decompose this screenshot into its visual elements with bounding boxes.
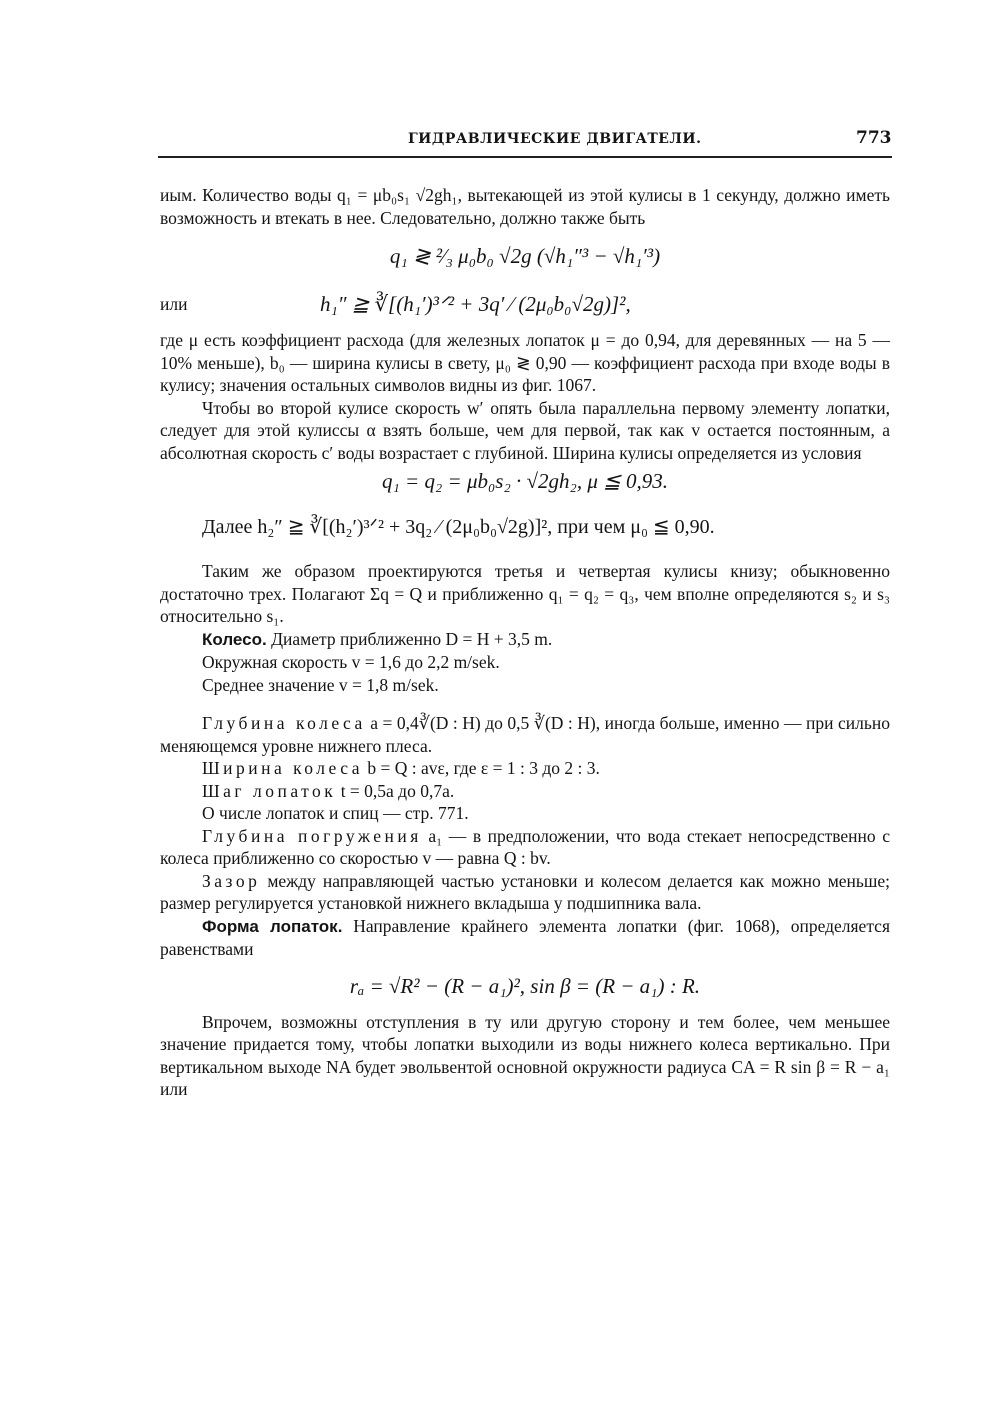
immersion-term: Глубина погружения bbox=[202, 825, 422, 846]
width-paragraph bbox=[160, 757, 890, 780]
page-number: 773 bbox=[856, 128, 892, 148]
immersion-paragraph bbox=[160, 825, 890, 870]
formula-q2: q₁ = q₂ = μb₀s₂ · √2gh₂, μ ≦ 0,93. bbox=[382, 469, 668, 493]
page-body bbox=[160, 184, 890, 1101]
paragraph-third-slot: Таким же образом проектируются третья и четвертая кулисы книзу; обыкновенно достаточно трех. Полагают Σq = Q и приближенно q₁ = q₂ = q₃, чем вполне определяются s₂ и s₃ относительно s₁. bbox=[160, 561, 890, 626]
spacer bbox=[160, 696, 890, 712]
paragraph-coefficients: где μ есть коэффициент расхода (для железных лопаток μ = до 0,94, для деревянных — на 5 — 10% меньше), b₀ — ширина кулисы в свету, μ₀ ≷ 0,90 — коэффициент расхода при входе воды в кулису; значения остальных символов видны из фиг. 1067. bbox=[160, 330, 890, 395]
header-rule bbox=[158, 156, 892, 158]
formula-ra: rₐ = √R² − (R − a₁)², sin β = (R − a₁) : R. bbox=[349, 973, 701, 998]
step-text: t = 0,5a до 0,7a. bbox=[336, 780, 455, 801]
width-term: Ширина колеса bbox=[202, 758, 363, 778]
paragraph-second-slot: Чтобы во второй кулисе скорость w′ опять была параллельна первому элементу лопатки, следует для этой кулиссы α взять больше, чем для первой, так как v остается постоянным, а абсолютная скорость c′ воды возрастает с глубиной. Ширина кулисы определяется из условия bbox=[160, 397, 890, 463]
blades-reference: О числе лопаток и спиц — стр. 771. bbox=[202, 803, 469, 823]
step-paragraph bbox=[160, 780, 890, 803]
formula-h2: Далее h₂″ ≧ ∛[(h₂′)³ᐟ² + 3q₂ ⁄ (2μ₀b₀√2g)]², при чем μ₀ ≦ 0,90. bbox=[202, 516, 715, 538]
formula-row-h1 bbox=[160, 287, 890, 321]
paragraph-intro: иым. Количество воды q₁ = μb₀s₁ √2gh₁, вытекающей из этой кулисы в 1 секунду, должно иметь возможность и втекать в нее. Следовательно, должно также быть bbox=[160, 185, 890, 228]
gap-text: между направляющей частью установки и колесом делается как можно меньше; размер регулируется установкой нижнего вкладыша у подшипника вала. bbox=[160, 870, 890, 913]
shape-text: Направление крайнего элемента лопатки (фиг. 1068), определяется равенствами bbox=[160, 915, 891, 959]
gap-paragraph bbox=[160, 870, 890, 915]
immersion-text: a₁ — в предположении, что вода стекает непосредственно с колеса приближенно со скоростью v — равна Q : bv. bbox=[160, 825, 890, 868]
or-label: или bbox=[160, 293, 188, 314]
circumferential-speed: Окружная скорость v = 1,6 до 2,2 m/sek. bbox=[202, 652, 500, 672]
depth-paragraph bbox=[160, 712, 890, 757]
spacer-small bbox=[160, 961, 890, 969]
formula-q1: q₁ ≷ ²⁄₃ μ₀b₀ √2g (√h₁″³ − √h₁′³) bbox=[389, 244, 661, 268]
formula-h1: h₁″ ≧ ∛[(h₁′)³ᐟ² + 3q′ ⁄ (2μ₀b₀√2g)]², bbox=[320, 292, 631, 316]
running-header: ГИДРАВЛИЧЕСКИЕ ДВИГАТЕЛИ. bbox=[408, 131, 702, 147]
gap-term: Зазор bbox=[202, 870, 261, 891]
wheel-heading: Колесо. bbox=[202, 629, 267, 649]
wheel-diameter: Диаметр приближенно D = H + 3,5 m. bbox=[266, 628, 553, 649]
shape-heading: Форма лопаток. bbox=[202, 916, 343, 936]
shape-paragraph bbox=[160, 915, 890, 961]
wheel-paragraph bbox=[160, 628, 890, 652]
step-term: Шаг лопаток bbox=[202, 780, 337, 801]
spacer-small-2 bbox=[160, 1003, 890, 1011]
mean-speed: Среднее значение v = 1,8 m/sek. bbox=[202, 674, 439, 695]
paragraph-involute: Впрочем, возможны отступления в ту или другую сторону и тем более, чем меньшее значение придается тому, чтобы лопатки выходили из воды нижнего колеса вертикально. При вертикальном выходе NA будет эвольвентой основной окружности радиуса CA = R sin β = R − a₁ или bbox=[160, 1011, 890, 1099]
width-text: b = Q : avε, где ε = 1 : 3 до 2 : 3. bbox=[362, 758, 600, 778]
depth-text: a = 0,4∛(D : H) до 0,5 ∛(D : H), иногда больше, именно — при сильно меняющемся уровне нижнего плеса. bbox=[160, 713, 890, 756]
depth-term: Глубина колеса bbox=[202, 713, 366, 733]
